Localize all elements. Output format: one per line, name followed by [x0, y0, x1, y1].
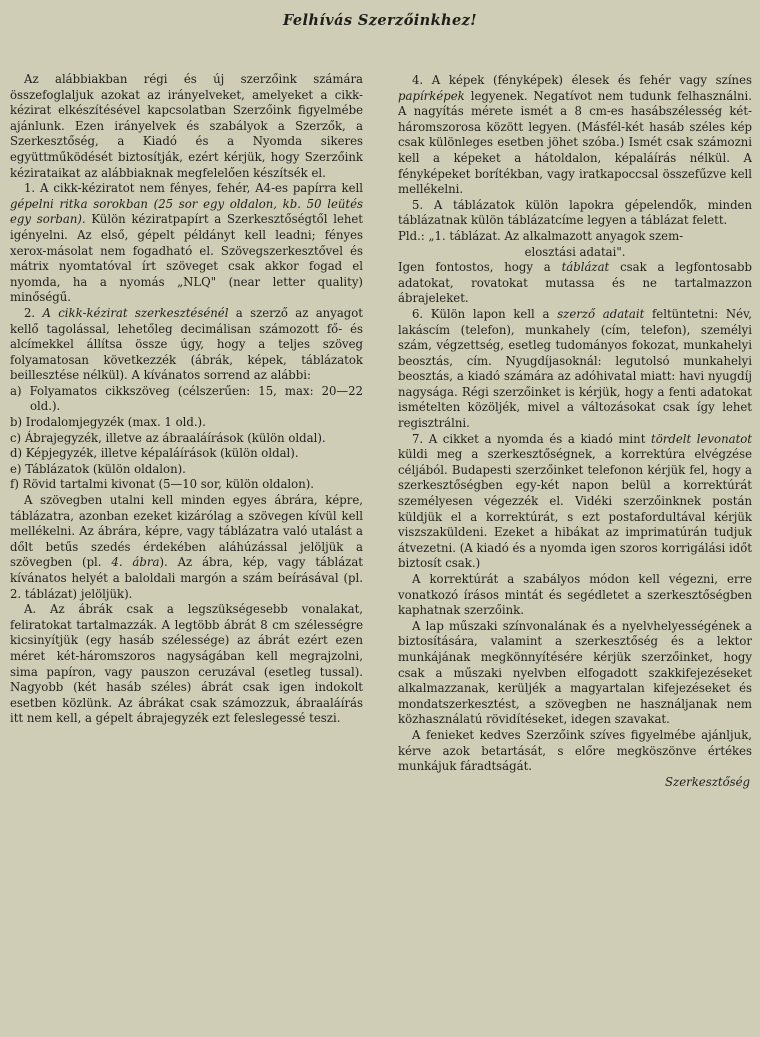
paragraph-4-text-a: 4. A képek (fényképek) élesek és fehér vagy színes: [412, 73, 752, 87]
list-item: e) Táblázatok (külön oldalon).: [10, 461, 186, 476]
table-example-line-2: elosztási adatai".: [524, 244, 626, 259]
paragraph-2-text-a: 2.: [24, 305, 43, 320]
paragraph-5c-emphasis: táblázat: [561, 260, 610, 275]
list-item: b) Irodalomjegyzék (max. 1 old.).: [10, 415, 206, 430]
paragraph-5c-text-b: csak a legfontosabb adatokat, rovatokat mutassa és ne tartalmazzon ábrajeleket.: [398, 260, 752, 306]
paragraph-3-text-b: ). Az ábra, kép, vagy táblázat kívánatos helyét a baloldali margón a szám beírásával (pl. 2. táblázat) jelöljük).: [10, 555, 363, 601]
paragraph-3-text-a: A szövegben utalni kell minden egyes ábrára, képre, táblázatra, azonban ezeket kizárólag a szövegen kívül kell mellékelni. Az ábrára, képre, vagy táblázatra való utalást a dőlt betűs szedés érdekében aláhúzással jelöljük a szövegben (pl.: [10, 493, 363, 570]
signature: Szerkesztőség: [665, 774, 750, 789]
paragraph-1-text-b: Külön kéziratpapírt a Szerkesztőségtől lehet igényelni. Az első, gépelt példányt kell leadni; fényes xerox-másolat nem fogadható el. Szövegszerkesztővel és mátrix nyomtatóval írt szöveget csak akkor fogad el nyomda, ha a nyomás „NLQ" (near letter quality) minőségű.: [10, 212, 363, 305]
paragraph-3-emphasis: 4. ábra: [111, 555, 160, 570]
paragraph-a: A. Az ábrák csak a legszükségesebb vonalakat, feliratokat tartalmazzák. A legtöbb ábrát 8 cm szélességre kicsinyítjük (egy hasáb szélessége) az ábrát ezért ezen méret két-háromszoros nagyságában kell megrajzolni, sima papíron, vagy pauszon ceruzával (esetleg tussal). Nagyobb (két hasáb széles) ábrát csak igen indokolt esetben közlünk. Az ábrákat csak számozzuk, ábraaláírás itt nem kell, a gépelt ábrajegyzék ezt feleslegessé teszi.: [10, 602, 363, 726]
paragraph-5c-text-a: Igen fontostos, hogy a: [398, 260, 562, 275]
paragraph-9: A lap műszaki színvonalának és a nyelvhelyességének a biztosítására, valamint a szerkesztőség és a lektor munkájának megkönnyítésére kérjük szerzőinket, hogy csak a műszaki nyelvben elfogadott szakkifejezéseket alkalmazzanak, kerüljék a magyartalan kifejezéseket és mondatszerkesztést, a szövegben ne használjanak nem közhasználatú rövidítéseket, idegen szavakat.: [398, 618, 752, 727]
page-title: Felhívás Szerzőinkhez!: [282, 12, 478, 29]
paragraph-7-text-a: 7. A cikket a nyomda és a kiadó mint: [412, 431, 652, 446]
paragraph-7-text-b: küldi meg a szerkesztőségnek, a korrektúra elvégzése céljából. Budapesti szerzőinket telefonon kérjük fel, hogy a szerkesztőségben egy-két napon belül a korrektúrát személyesen végezzék el. Vidéki szerzőinknek postán küldjük el a korrektúrát, s ezt postafordultával kérjük viszszaküldeni. Ezeket a hibákat az imprimatúrán tudjuk átvezetni. (A kiadó és a nyomda igen szoros korrigálási időt biztosít csak.): [398, 447, 752, 571]
paragraph-1: [10, 181, 363, 306]
paragraph-5: 5. A táblázatok külön lapokra gépelendők, minden táblázatnak külön táblázatcíme legyen a táblázat felett.: [398, 197, 752, 228]
paragraph-4: [398, 73, 752, 198]
paragraph-2: [10, 306, 363, 384]
paragraph-1-text-a: 1. A cikk-kéziratot nem fényes, fehér, A4-es papírra kell: [24, 181, 363, 196]
paragraph-7-emphasis: tördelt levonatot: [651, 431, 752, 446]
paragraph-7: [398, 432, 752, 572]
paragraph-10: A fenieket kedves Szerzőink szíves figyelmébe ajánljuk, kérve azok betartását, s előre megköszönve értékes munkájuk fáradtságát.: [398, 727, 752, 774]
list-item: d) Képjegyzék, illetve képaláírások (külön oldal).: [10, 446, 299, 461]
paragraph-4-emphasis: papírképek: [398, 88, 465, 103]
intro-paragraph: Az alábbiakban régi és új szerzőink számára összefoglaljuk azokat az irányelveket, amelyeket a cikk-kézirat elkészítésével kapcsolatban Szerzőink figyelmébe ajánlunk. Ezen irányelvek és szabályok a Szerzők, a Szerkesztőség, a Kiadó és a Nyomda sikeres együttműködését biztosítják, ezért kérjük, hogy Szerzőink kézirataikat az alábbiaknak megfelelően készítsék el.: [10, 72, 363, 180]
right-column: [398, 73, 752, 790]
paragraph-6-text-b: feltüntetni: Név, lakáscím (telefon), munkahely (cím, telefon), személyi szám, végzettség, esetleg tudományos fokozat, munkahelyi beosztás, cím. Nyugdíjasoknál: legutolsó munkahelyi beosztás, a kiadó számára az adóhivatal miatt: havi nyugdíj nagysága. Régi szerzőinket is kérjük, hogy a fenti adatokat ismételten közöljék, mivel a változásokat csak így lehet regisztrálni.: [398, 306, 752, 431]
paragraph-2-text-b: a szerző az anyagot kellő tagolással, lehetőleg decimálisan számozott fő- és alcímekkel állítsa össze úgy, hogy a teljes szöveg folyamatosan következzék (ábrák, képek, táblázatok beillesztése nélkül). A kívánatos sorrend az alábbi:: [10, 305, 363, 383]
paragraph-5-continued: [398, 260, 752, 307]
list-item: c) Ábrajegyzék, illetve az ábraaláírások (külön oldal).: [10, 430, 326, 445]
list-item: f) Rövid tartalmi kivonat (5—10 sor, külön oldalon).: [10, 477, 314, 492]
paragraph-1-emphasis: gépelni ritka sorokban (25 sor egy oldalon, kb. 50 leütés egy sorban).: [10, 196, 363, 227]
list-item: a) Folyamatos cikkszöveg (célszerűen: 15, max: 20—22 old.).: [10, 383, 363, 414]
paragraph-6: [398, 307, 752, 432]
paragraph-6-emphasis: szerző adatait: [557, 306, 645, 321]
paragraph-2-emphasis: A cikk-kézirat szerkesztésénél: [42, 305, 229, 320]
table-example-line-1: Pld.: „1. táblázat. Az alkalmazott anyagok szem-: [398, 228, 684, 243]
paragraph-6-text-a: 6. Külön lapon kell a: [412, 306, 558, 321]
paragraph-4-text-b: legyenek. Negatívot nem tudunk felhasználni. A nagyítás mérete ismét a 8 cm-es hasábszélesség két-háromszorosa között legyen. (Másfél-két hasáb széles kép csak különleges esetben jöhet szóba.) Ismét csak számozni kell a képeket a hátoldalon, képaláírás nélkül. A fényképeket borítékban, vagy iratkapoccsal összefűzve kell mellékelni.: [398, 88, 752, 197]
paragraph-8: A korrektúrát a szabályos módon kell végezni, erre vonatkozó írásos mintát és segédletet a szerkesztőségben kaphatnak szerzőink.: [398, 572, 752, 618]
left-column: [10, 72, 363, 727]
paragraph-3: [10, 493, 363, 602]
